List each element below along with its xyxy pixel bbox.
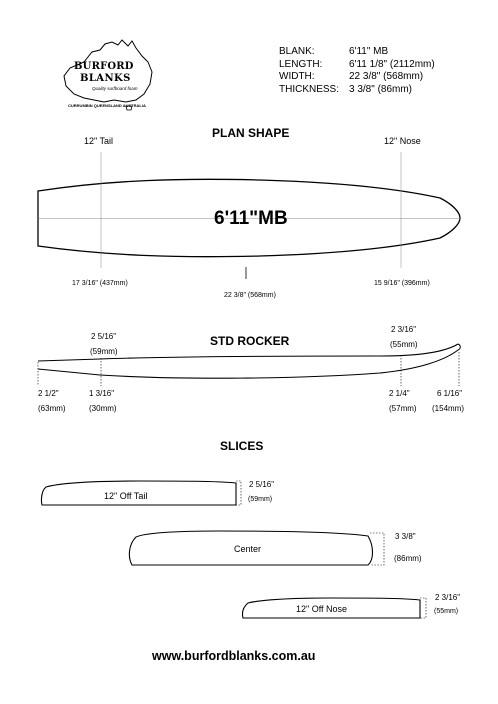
slice-tail-thick-in: 2 5/16"	[249, 480, 275, 489]
spec-value: 3 3/8" (86mm)	[349, 83, 413, 95]
slice-center-thick-in: 3 3/8"	[395, 532, 416, 541]
logo-name-line2: BLANKS	[80, 73, 131, 84]
slice-nose-thick-in: 2 3/16"	[435, 593, 461, 602]
rocker-nose-top-mm: (55mm)	[390, 340, 418, 349]
slice-tail-dim	[236, 481, 241, 505]
slice-center-thick-mm: (86mm)	[394, 554, 422, 563]
spec-key: WIDTH:	[279, 71, 315, 83]
spec-row-length	[279, 59, 435, 72]
tail-width-label: 17 3/16" (437mm)	[72, 280, 128, 287]
rocker-nose-tip	[458, 344, 460, 350]
nose-marker-label: 12" Nose	[384, 136, 421, 146]
rocker-tail-12-mm: (30mm)	[89, 404, 117, 413]
spec-key: BLANK:	[279, 46, 315, 57]
slice-nose-thick-mm: (55mm)	[434, 608, 459, 615]
rocker-nose-end-in: 6 1/16"	[437, 389, 463, 398]
logo-location: CURRUMBIN QUEENSLAND AUSTRALIA	[68, 103, 146, 108]
model-label: 6'11"MB	[214, 208, 288, 229]
rocker-tail-end-in: 2 1/2"	[38, 389, 59, 398]
spec-key: LENGTH:	[279, 58, 323, 70]
rocker-tail-top-mm: (59mm)	[90, 347, 118, 356]
spec-row-thickness	[279, 84, 435, 97]
plan-shape-title: PLAN SHAPE	[212, 126, 290, 140]
rocker-title: STD ROCKER	[210, 334, 290, 348]
rocker-tail-end-mm: (63mm)	[38, 404, 66, 413]
spec-value: 6'11" MB	[349, 46, 389, 57]
slice-nose-dim	[420, 598, 426, 618]
spec-value: 6'11 1/8" (2112mm)	[349, 58, 435, 70]
spec-key: THICKNESS:	[279, 83, 340, 95]
slice-tail-label: 12" Off Tail	[104, 491, 148, 501]
slice-nose-label: 12" Off Nose	[296, 604, 348, 614]
rocker-nose-top-in: 2 3/16"	[391, 325, 417, 334]
footer-url[interactable]: www.burfordblanks.com.au	[152, 649, 316, 663]
rocker-nose-end-mm: (154mm)	[432, 404, 465, 413]
slice-center-label: Center	[234, 544, 262, 554]
slices-title: SLICES	[220, 439, 264, 453]
tail-marker-label: 12" Tail	[84, 136, 114, 146]
spec-row-blank	[279, 46, 435, 59]
nose-width-label: 15 9/16" (396mm)	[374, 280, 430, 287]
rocker-tail-top-in: 2 5/16"	[91, 332, 117, 341]
center-width-label: 22 3/8" (568mm)	[224, 292, 276, 299]
spec-value: 22 3/8" (568mm)	[349, 71, 424, 83]
logo-name-line1: BURFORD	[74, 61, 134, 72]
rocker-tail-12-in: 1 3/16"	[89, 389, 115, 398]
rocker-nose-12-in: 2 1/4"	[389, 389, 410, 398]
spec-block	[279, 46, 435, 96]
logo-tagline: Quality surfboard foam	[92, 86, 138, 91]
spec-row-width	[279, 71, 435, 84]
slice-tail-thick-mm: (59mm)	[248, 496, 273, 503]
rocker-nose-12-mm: (57mm)	[389, 404, 417, 413]
